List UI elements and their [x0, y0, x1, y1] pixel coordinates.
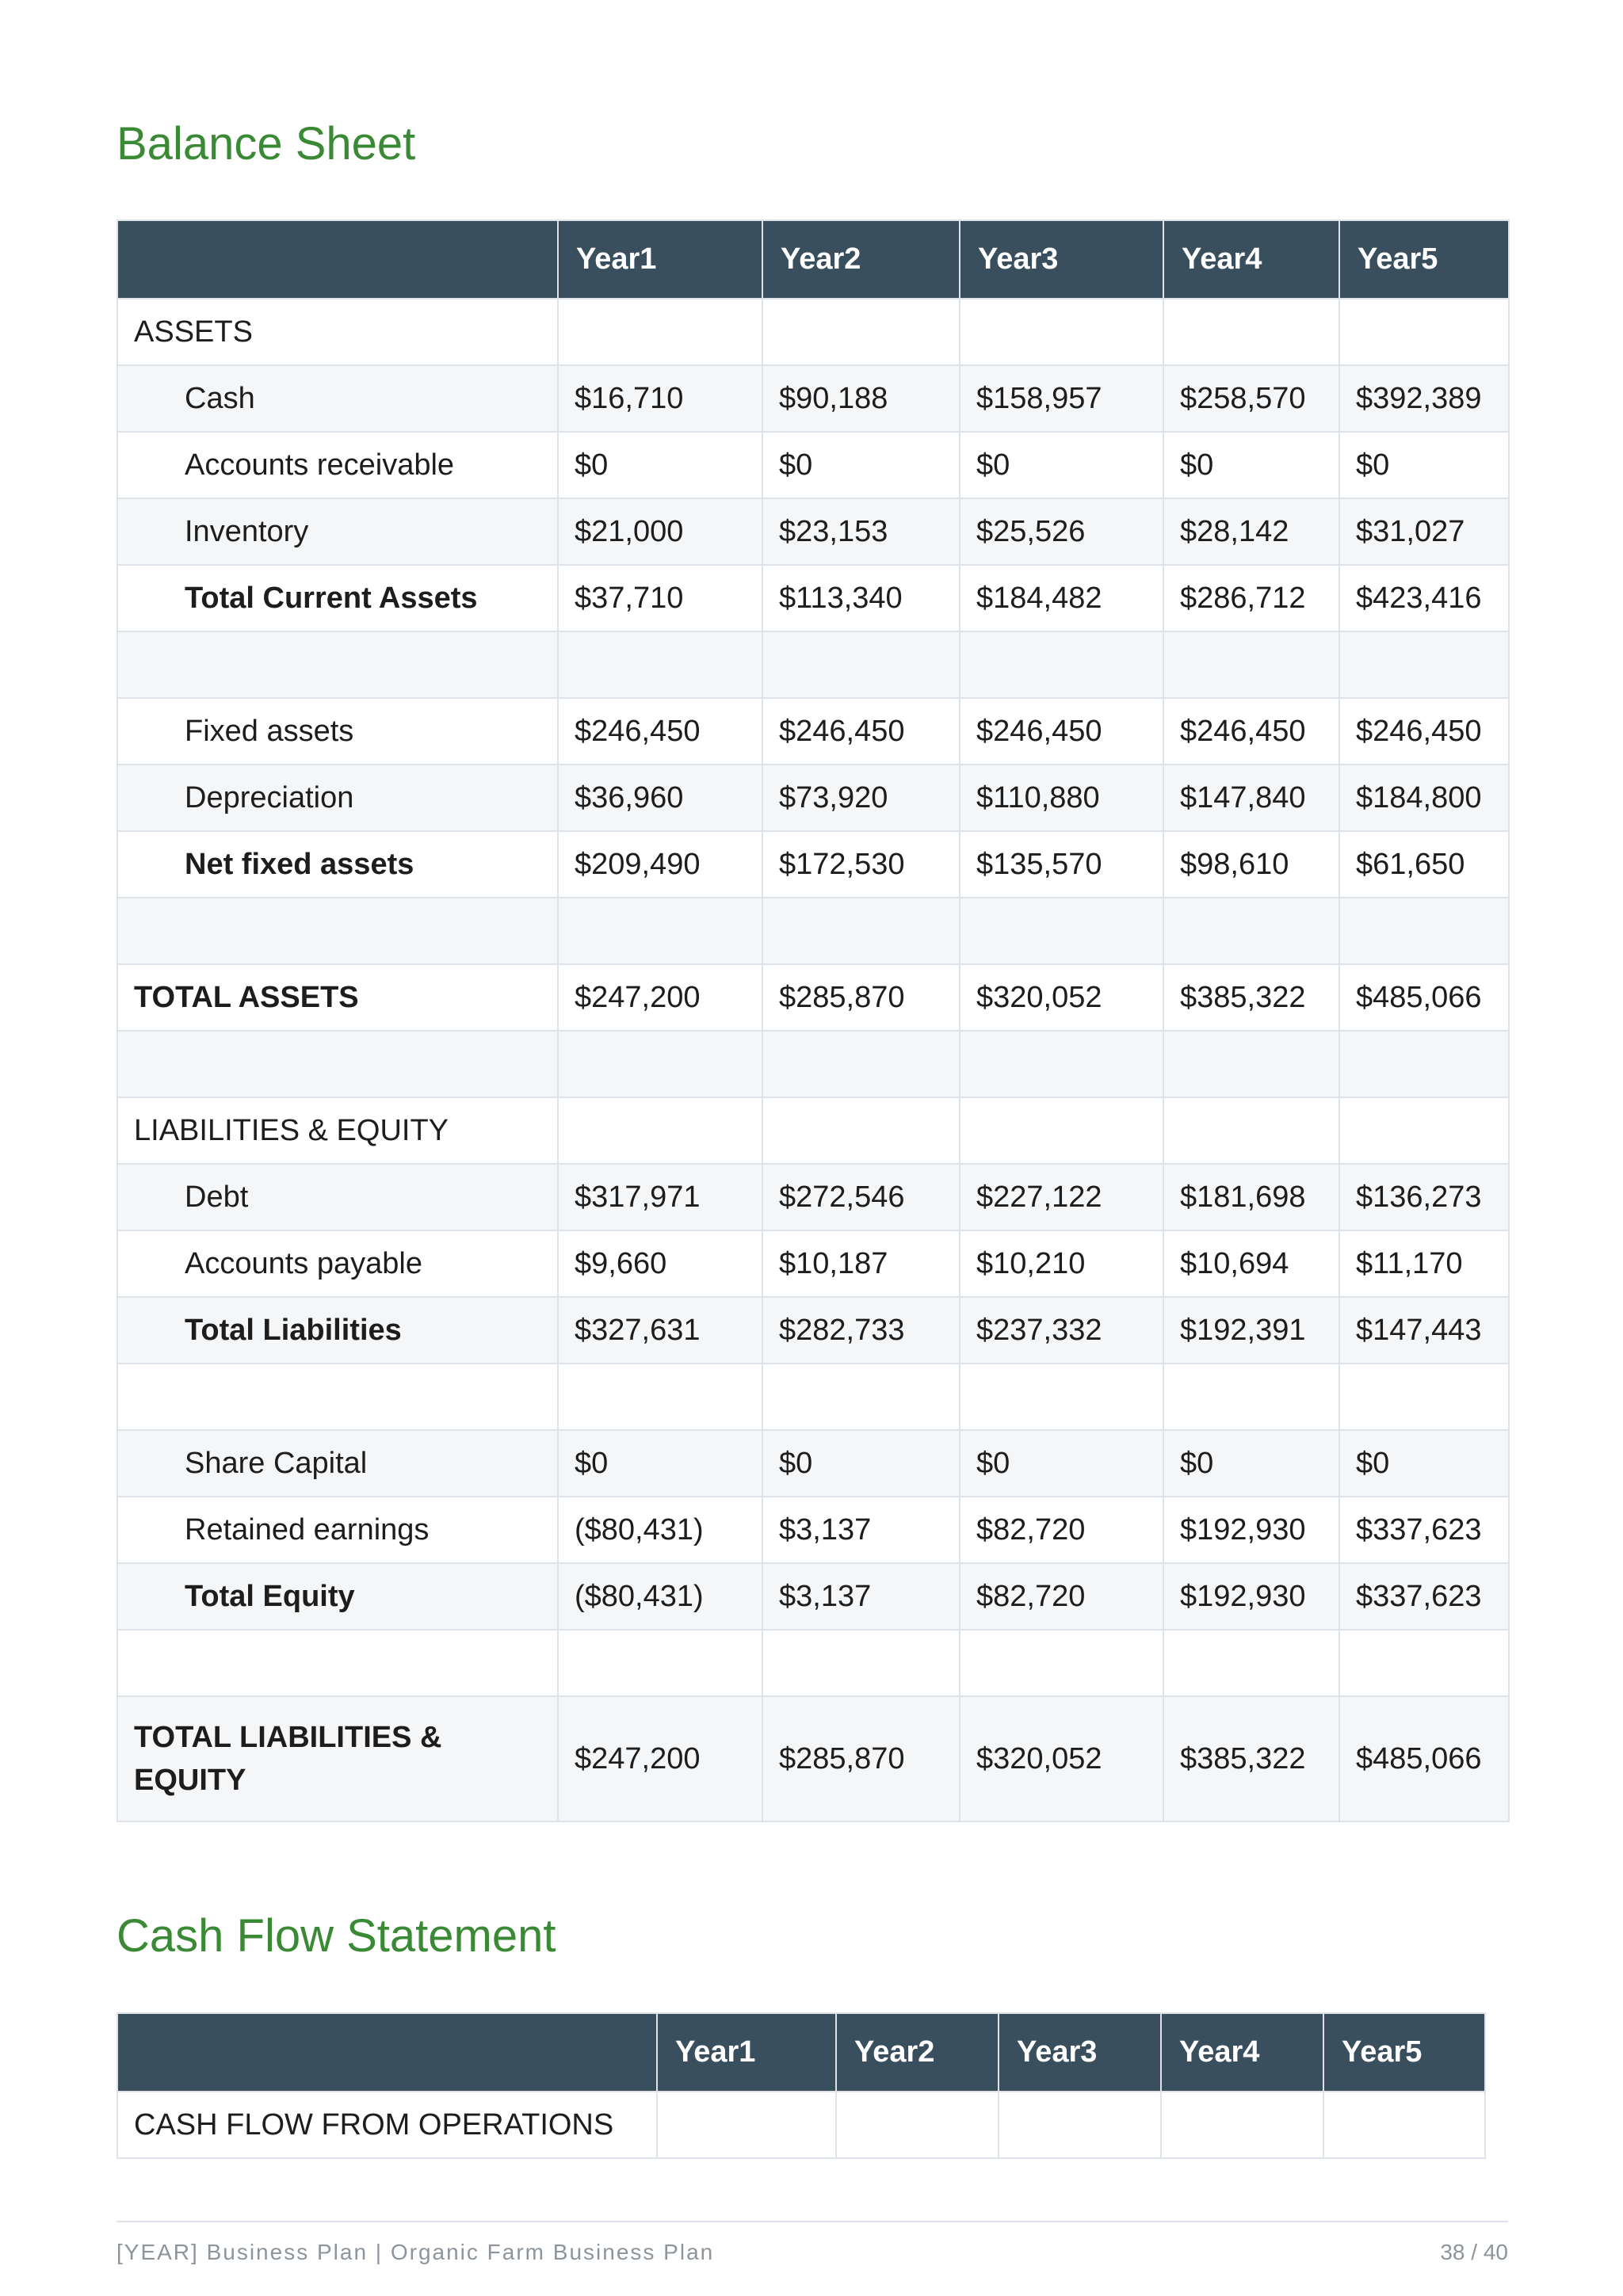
balance-sheet-cell-year-3: $320,052 [960, 964, 1163, 1031]
balance-sheet-cell-year-1: ($80,431) [558, 1497, 762, 1563]
balance-sheet-cell-year-1 [558, 1630, 762, 1696]
balance-sheet-cell-year-3 [960, 299, 1163, 365]
balance-sheet-row [117, 631, 1509, 698]
balance-sheet-cell-year-4: $246,450 [1163, 698, 1339, 765]
balance-sheet-row-label: TOTAL LIABILITIES & EQUITY [117, 1696, 558, 1821]
balance-sheet-cell-year-4: $192,391 [1163, 1297, 1339, 1363]
balance-sheet-cell-year-4: $286,712 [1163, 565, 1339, 631]
balance-sheet-row-label: Share Capital [117, 1430, 558, 1497]
balance-sheet-cell-year-5 [1339, 898, 1509, 964]
balance-sheet-cell-year-5: $184,800 [1339, 765, 1509, 831]
balance-sheet-cell-year-2: $73,920 [762, 765, 960, 831]
cash-flow-header-year-2: Year2 [836, 2013, 999, 2092]
balance-sheet-cell-year-5: $337,623 [1339, 1563, 1509, 1630]
cash-flow-table [116, 2012, 1486, 2159]
cash-flow-header-blank [117, 2013, 657, 2092]
balance-sheet-row [117, 565, 1509, 631]
balance-sheet-cell-year-2 [762, 299, 960, 365]
balance-sheet-cell-year-3: $227,122 [960, 1164, 1163, 1230]
balance-sheet-cell-year-5: $31,027 [1339, 498, 1509, 565]
balance-sheet-header-year-2: Year2 [762, 220, 960, 299]
balance-sheet-cell-year-5: $61,650 [1339, 831, 1509, 898]
balance-sheet-row-label: Depreciation [117, 765, 558, 831]
balance-sheet-cell-year-2: $246,450 [762, 698, 960, 765]
balance-sheet-cell-year-5: $485,066 [1339, 1696, 1509, 1821]
balance-sheet-cell-year-5: $423,416 [1339, 565, 1509, 631]
balance-sheet-cell-year-1 [558, 631, 762, 698]
balance-sheet-cell-year-5: $147,443 [1339, 1297, 1509, 1363]
balance-sheet-row [117, 1497, 1509, 1563]
balance-sheet-cell-year-4 [1163, 299, 1339, 365]
balance-sheet-cell-year-2: $282,733 [762, 1297, 960, 1363]
balance-sheet-cell-year-4: $385,322 [1163, 964, 1339, 1031]
balance-sheet-cell-year-3: $0 [960, 1430, 1163, 1497]
balance-sheet-cell-year-2 [762, 1097, 960, 1164]
balance-sheet-row-label: Fixed assets [117, 698, 558, 765]
balance-sheet-cell-year-5: $0 [1339, 1430, 1509, 1497]
balance-sheet-cell-year-3 [960, 1630, 1163, 1696]
balance-sheet-cell-year-2: $90,188 [762, 365, 960, 432]
balance-sheet-row [117, 1297, 1509, 1363]
balance-sheet-cell-year-4: $192,930 [1163, 1563, 1339, 1630]
cash-flow-body [117, 2092, 1485, 2158]
balance-sheet-cell-year-3: $110,880 [960, 765, 1163, 831]
balance-sheet-cell-year-3 [960, 1097, 1163, 1164]
balance-sheet-row [117, 432, 1509, 498]
balance-sheet-row-label: Total Equity [117, 1563, 558, 1630]
cash-flow-header-year-4: Year4 [1161, 2013, 1323, 2092]
balance-sheet-cell-year-1: $327,631 [558, 1297, 762, 1363]
balance-sheet-cell-year-3: $82,720 [960, 1563, 1163, 1630]
balance-sheet-cell-year-2: $0 [762, 1430, 960, 1497]
cash-flow-row [117, 2092, 1485, 2158]
balance-sheet-row [117, 698, 1509, 765]
balance-sheet-row-label: TOTAL ASSETS [117, 964, 558, 1031]
cash-flow-row-label: CASH FLOW FROM OPERATIONS [117, 2092, 657, 2158]
balance-sheet-cell-year-4 [1163, 1630, 1339, 1696]
balance-sheet-row-label [117, 1363, 558, 1430]
balance-sheet-cell-year-2: $10,187 [762, 1230, 960, 1297]
balance-sheet-cell-year-2 [762, 1363, 960, 1430]
balance-sheet-header-year-1: Year1 [558, 220, 762, 299]
balance-sheet-cell-year-5: $392,389 [1339, 365, 1509, 432]
balance-sheet-cell-year-1: $0 [558, 432, 762, 498]
balance-sheet-cell-year-2 [762, 1630, 960, 1696]
balance-sheet-cell-year-1 [558, 1097, 762, 1164]
cash-flow-header-year-3: Year3 [999, 2013, 1161, 2092]
balance-sheet-cell-year-1: $16,710 [558, 365, 762, 432]
balance-sheet-cell-year-3 [960, 631, 1163, 698]
balance-sheet-cell-year-2: $285,870 [762, 1696, 960, 1821]
balance-sheet-row [117, 1164, 1509, 1230]
balance-sheet-cell-year-2 [762, 1031, 960, 1097]
cash-flow-cell-year-2 [836, 2092, 999, 2158]
balance-sheet-cell-year-3: $237,332 [960, 1297, 1163, 1363]
balance-sheet-row [117, 498, 1509, 565]
balance-sheet-header-blank [117, 220, 558, 299]
balance-sheet-body [117, 299, 1509, 1821]
balance-sheet-row [117, 365, 1509, 432]
cash-flow-header-row [117, 2013, 1485, 2092]
balance-sheet-row-label: LIABILITIES & EQUITY [117, 1097, 558, 1164]
balance-sheet-row [117, 299, 1509, 365]
balance-sheet-row-label: Net fixed assets [117, 831, 558, 898]
balance-sheet-cell-year-4 [1163, 898, 1339, 964]
balance-sheet-cell-year-1: $9,660 [558, 1230, 762, 1297]
balance-sheet-cell-year-5 [1339, 1097, 1509, 1164]
cash-flow-header-year-5: Year5 [1323, 2013, 1485, 2092]
balance-sheet-row-label: Inventory [117, 498, 558, 565]
balance-sheet-row-label [117, 1031, 558, 1097]
balance-sheet-cell-year-2: $0 [762, 432, 960, 498]
balance-sheet-row [117, 898, 1509, 964]
balance-sheet-cell-year-2: $23,153 [762, 498, 960, 565]
balance-sheet-cell-year-2: $172,530 [762, 831, 960, 898]
balance-sheet-row [117, 1097, 1509, 1164]
balance-sheet-cell-year-3: $158,957 [960, 365, 1163, 432]
balance-sheet-header-year-4: Year4 [1163, 220, 1339, 299]
balance-sheet-row-label [117, 631, 558, 698]
balance-sheet-row [117, 1430, 1509, 1497]
balance-sheet-cell-year-1: $37,710 [558, 565, 762, 631]
balance-sheet-cell-year-1 [558, 1363, 762, 1430]
balance-sheet-cell-year-1: $36,960 [558, 765, 762, 831]
balance-sheet-title: Balance Sheet [116, 118, 416, 170]
balance-sheet-cell-year-5: $485,066 [1339, 964, 1509, 1031]
cash-flow-cell-year-3 [999, 2092, 1161, 2158]
balance-sheet-cell-year-4: $98,610 [1163, 831, 1339, 898]
balance-sheet-cell-year-2: $113,340 [762, 565, 960, 631]
balance-sheet-cell-year-1: $246,450 [558, 698, 762, 765]
cash-flow-cell-year-4 [1161, 2092, 1323, 2158]
balance-sheet-cell-year-4: $181,698 [1163, 1164, 1339, 1230]
balance-sheet-cell-year-1: $0 [558, 1430, 762, 1497]
balance-sheet-cell-year-5: $11,170 [1339, 1230, 1509, 1297]
page-footer [116, 2221, 1508, 2265]
balance-sheet-cell-year-3: $0 [960, 432, 1163, 498]
balance-sheet-cell-year-5 [1339, 299, 1509, 365]
balance-sheet-header-row [117, 220, 1509, 299]
cash-flow-title: Cash Flow Statement [116, 1910, 556, 1962]
balance-sheet-cell-year-3: $320,052 [960, 1696, 1163, 1821]
balance-sheet-header-year-5: Year5 [1339, 220, 1509, 299]
balance-sheet-row [117, 1363, 1509, 1430]
balance-sheet-cell-year-4: $0 [1163, 1430, 1339, 1497]
balance-sheet-cell-year-2 [762, 631, 960, 698]
balance-sheet-cell-year-4: $28,142 [1163, 498, 1339, 565]
balance-sheet-cell-year-5: $0 [1339, 432, 1509, 498]
balance-sheet-cell-year-5 [1339, 1031, 1509, 1097]
balance-sheet-cell-year-3: $246,450 [960, 698, 1163, 765]
balance-sheet-row [117, 1031, 1509, 1097]
balance-sheet-row-label: Accounts payable [117, 1230, 558, 1297]
balance-sheet-cell-year-5 [1339, 631, 1509, 698]
balance-sheet-row [117, 1563, 1509, 1630]
balance-sheet-row-label: Total Current Assets [117, 565, 558, 631]
balance-sheet-table [116, 219, 1510, 1822]
balance-sheet-cell-year-4: $10,694 [1163, 1230, 1339, 1297]
balance-sheet-cell-year-4: $147,840 [1163, 765, 1339, 831]
balance-sheet-cell-year-5: $246,450 [1339, 698, 1509, 765]
footer-document-title: [YEAR] Business Plan | Organic Farm Business Plan [116, 2240, 715, 2264]
balance-sheet-cell-year-4: $258,570 [1163, 365, 1339, 432]
balance-sheet-cell-year-1: $317,971 [558, 1164, 762, 1230]
balance-sheet-cell-year-1: $21,000 [558, 498, 762, 565]
balance-sheet-cell-year-4: $0 [1163, 432, 1339, 498]
balance-sheet-row-label: ASSETS [117, 299, 558, 365]
balance-sheet-row-label [117, 1630, 558, 1696]
balance-sheet-cell-year-3 [960, 1363, 1163, 1430]
balance-sheet-row-label: Total Liabilities [117, 1297, 558, 1363]
balance-sheet-cell-year-1: ($80,431) [558, 1563, 762, 1630]
balance-sheet-cell-year-1 [558, 1031, 762, 1097]
balance-sheet-cell-year-4 [1163, 1363, 1339, 1430]
balance-sheet-cell-year-5 [1339, 1630, 1509, 1696]
balance-sheet-cell-year-4 [1163, 631, 1339, 698]
balance-sheet-row-label [117, 898, 558, 964]
balance-sheet-cell-year-3: $25,526 [960, 498, 1163, 565]
balance-sheet-cell-year-3: $82,720 [960, 1497, 1163, 1563]
balance-sheet-cell-year-1 [558, 898, 762, 964]
balance-sheet-cell-year-2: $285,870 [762, 964, 960, 1031]
balance-sheet-cell-year-1: $209,490 [558, 831, 762, 898]
balance-sheet-header-year-3: Year3 [960, 220, 1163, 299]
balance-sheet-row [117, 831, 1509, 898]
balance-sheet-cell-year-2: $3,137 [762, 1497, 960, 1563]
balance-sheet-cell-year-4 [1163, 1097, 1339, 1164]
balance-sheet-cell-year-2 [762, 898, 960, 964]
balance-sheet-cell-year-3: $135,570 [960, 831, 1163, 898]
balance-sheet-cell-year-4: $192,930 [1163, 1497, 1339, 1563]
balance-sheet-cell-year-4: $385,322 [1163, 1696, 1339, 1821]
balance-sheet-row [117, 1696, 1509, 1821]
cash-flow-header-year-1: Year1 [657, 2013, 836, 2092]
balance-sheet-row [117, 1230, 1509, 1297]
balance-sheet-row-label: Debt [117, 1164, 558, 1230]
footer-page-number: 38 / 40 [1440, 2240, 1508, 2264]
balance-sheet-cell-year-4 [1163, 1031, 1339, 1097]
balance-sheet-row [117, 964, 1509, 1031]
balance-sheet-cell-year-1: $247,200 [558, 964, 762, 1031]
cash-flow-cell-year-1 [657, 2092, 836, 2158]
balance-sheet-cell-year-2: $3,137 [762, 1563, 960, 1630]
cash-flow-cell-year-5 [1323, 2092, 1485, 2158]
balance-sheet-cell-year-3: $10,210 [960, 1230, 1163, 1297]
balance-sheet-row [117, 1630, 1509, 1696]
balance-sheet-row-label: Cash [117, 365, 558, 432]
balance-sheet-cell-year-5: $337,623 [1339, 1497, 1509, 1563]
balance-sheet-cell-year-1: $247,200 [558, 1696, 762, 1821]
balance-sheet-cell-year-5: $136,273 [1339, 1164, 1509, 1230]
balance-sheet-row [117, 765, 1509, 831]
balance-sheet-row-label: Retained earnings [117, 1497, 558, 1563]
balance-sheet-cell-year-5 [1339, 1363, 1509, 1430]
balance-sheet-cell-year-1 [558, 299, 762, 365]
balance-sheet-row-label: Accounts receivable [117, 432, 558, 498]
balance-sheet-cell-year-3: $184,482 [960, 565, 1163, 631]
balance-sheet-cell-year-2: $272,546 [762, 1164, 960, 1230]
balance-sheet-cell-year-3 [960, 1031, 1163, 1097]
balance-sheet-cell-year-3 [960, 898, 1163, 964]
